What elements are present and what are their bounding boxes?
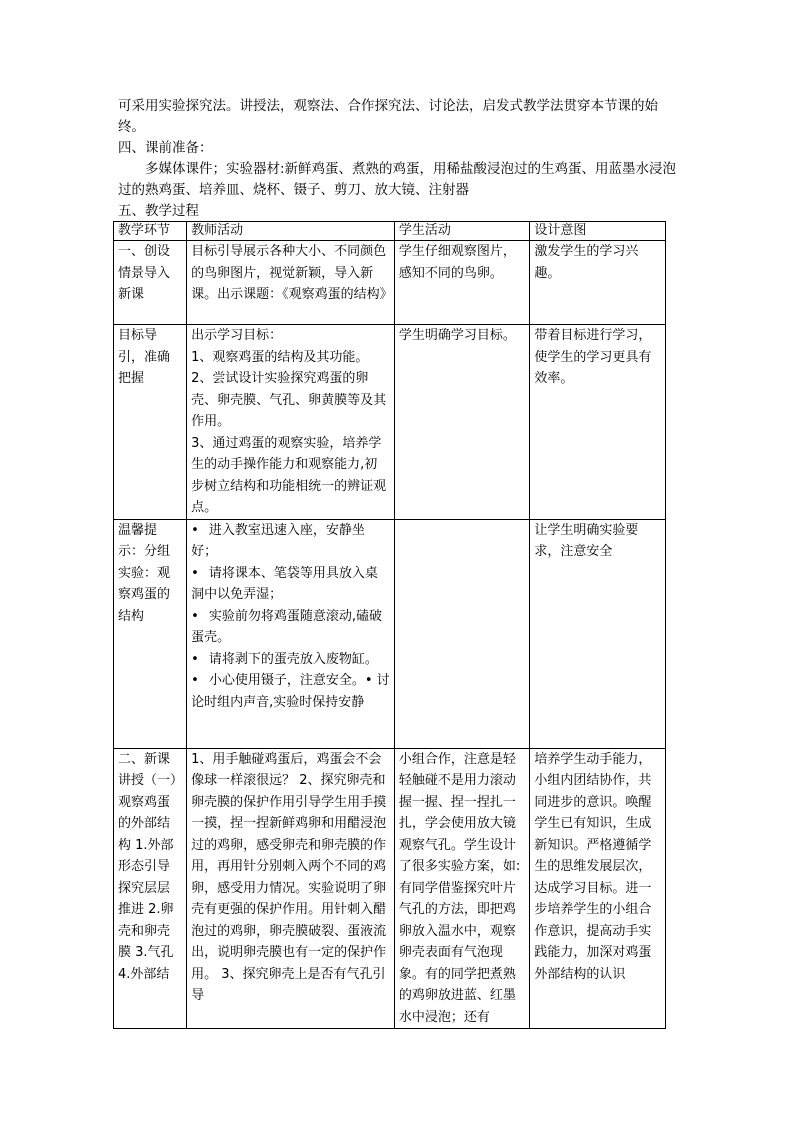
design-intent-cell: 让学生明确实验要求，注意安全 [530, 519, 666, 748]
tip-text: 实验前勿将鸡蛋随意滚动,磕破蛋壳。 [191, 608, 382, 645]
table-row [114, 241, 666, 325]
bullet-icon: • [191, 673, 199, 688]
tip-item [191, 649, 390, 671]
table-row [114, 325, 666, 520]
table-row [114, 519, 666, 748]
bullet-icon: • [191, 522, 199, 538]
tip-item [191, 520, 390, 563]
design-intent-cell: 激发学生的学习兴趣。 [530, 241, 666, 325]
process-heading: 五、教学过程 [118, 203, 199, 219]
student-activity-cell: 学生仔细观察图片，感知不同的鸟卵。 [394, 241, 530, 325]
teacher-activity-cell: 1、用手触碰鸡蛋后，鸡蛋会不会像球一样滚很远？ 2、探究卵壳和卵壳膜的保护作用引导学生用手摸一摸，捏一捏新鲜鸡卵和用醋浸泡过的鸡卵，感受卵壳和卵壳膜的作用，再用针分别刺入两个不同的鸡卵，感受用力情况。实验说明了卵壳有更强的保护作用。用针刺入醋泡过的鸡卵，卵壳膜破裂、蛋液流出，说明卵壳膜也有一定的保护作用。 3、探究卵壳上是否有气孔引导 [187, 748, 395, 1029]
tip-text: 请将剥下的蛋壳放入废物缸。 [208, 651, 378, 667]
teacher-activity-cell: 目标引导展示各种大小、不同颜色的鸟卵图片，视觉新颖，导入新课。出示课题：《观察鸡蛋的结构》 [187, 241, 395, 325]
tip-text: 进入教室迅速入座，安静坐好； [191, 522, 365, 559]
stage-cell: 一、创设情景导入新课 [114, 241, 187, 325]
table-row [114, 748, 666, 1029]
goal-item: 3、通过鸡蛋的观察实验，培养学生的动手操作能力和观察能力,初步树立结构和功能相统一的辨证观点。 [191, 435, 387, 515]
teacher-activity-cell [187, 325, 395, 520]
tip-item [191, 563, 390, 606]
header-stage: 教学环节 [114, 222, 187, 241]
stage-cell: 二、新课讲授（一）观察鸡蛋的外部结构 1.外部形态引导探究层层推进 2.卵壳和卵壳膜 3.气孔 4.外部结 [114, 748, 187, 1029]
lesson-plan-table [113, 221, 666, 1029]
preparation-heading: 四、课前准备： [118, 140, 213, 156]
student-activity-cell [394, 519, 530, 748]
bullet-icon: • [191, 608, 199, 624]
preparation-paragraph: 多媒体课件；实验器材:新鲜鸡蛋、煮熟的鸡蛋，用稀盐酸浸泡过的生鸡蛋、用蓝墨水浸泡过的熟鸡蛋、培养皿、烧杯、镊子、剪刀、放大镜、注射器 [118, 161, 677, 198]
bullet-icon: • [191, 565, 199, 581]
teaching-method-paragraph: 可采用实验探究法。讲授法，观察法、合作探究法、讨论法，启发式教学法贯穿本节课的始终。 [118, 98, 658, 135]
goal-item: 2、尝试设计实验探究鸡蛋的卵壳、卵壳膜、气孔、卵黄膜等及其作用。 [191, 371, 387, 429]
goal-item: 1、观察鸡蛋的结构及其功能。 [191, 349, 369, 365]
header-student-activity: 学生活动 [394, 222, 530, 241]
design-intent-cell: 培养学生动手能力，小组内团结协作，共同进步的意识。唤醒学生已有知识，生成新知识。严格遵循学生的思维发展层次，达成学习目标。进一步培养学生的小组合作意识，提高动手实践能力，加深对鸡蛋外部结构的认识 [530, 748, 666, 1029]
header-teacher-activity: 教师活动 [187, 222, 395, 241]
tip-text: 小心使用镊子，注意安全。• 讨论时组内声音,实验时保持安静 [191, 673, 390, 710]
header-design-intent: 设计意图 [530, 222, 666, 241]
student-activity-cell: 小组合作，注意是轻轻触碰不是用力滚动握一握、捏一捏扎一扎，学会使用放大镜观察气孔。学生设计了很多实验方案，如:有同学借鉴探究叶片气孔的方法，即把鸡卵放入温水中，观察卵壳表面有气泡现象。有的同学把煮熟的鸡卵放进蓝、红墨水中浸泡；还有 [394, 748, 530, 1029]
student-activity-cell: 学生明确学习目标。 [394, 325, 530, 520]
goal-heading: 出示学习目标： [191, 328, 283, 343]
tip-item [191, 606, 390, 649]
tip-text: 请将课本、笔袋等用具放入桌洞中以免弄湿； [191, 565, 378, 602]
teacher-activity-cell [187, 519, 395, 748]
design-intent-cell: 带着目标进行学习，使学生的学习更具有效率。 [530, 325, 666, 520]
stage-cell: 温馨提示：分组实验：观察鸡蛋的结构 [114, 519, 187, 748]
bullet-icon: • [191, 651, 199, 667]
table-header-row [114, 222, 666, 241]
tip-item [191, 670, 390, 713]
stage-cell: 目标导引，准确把握 [114, 325, 187, 520]
